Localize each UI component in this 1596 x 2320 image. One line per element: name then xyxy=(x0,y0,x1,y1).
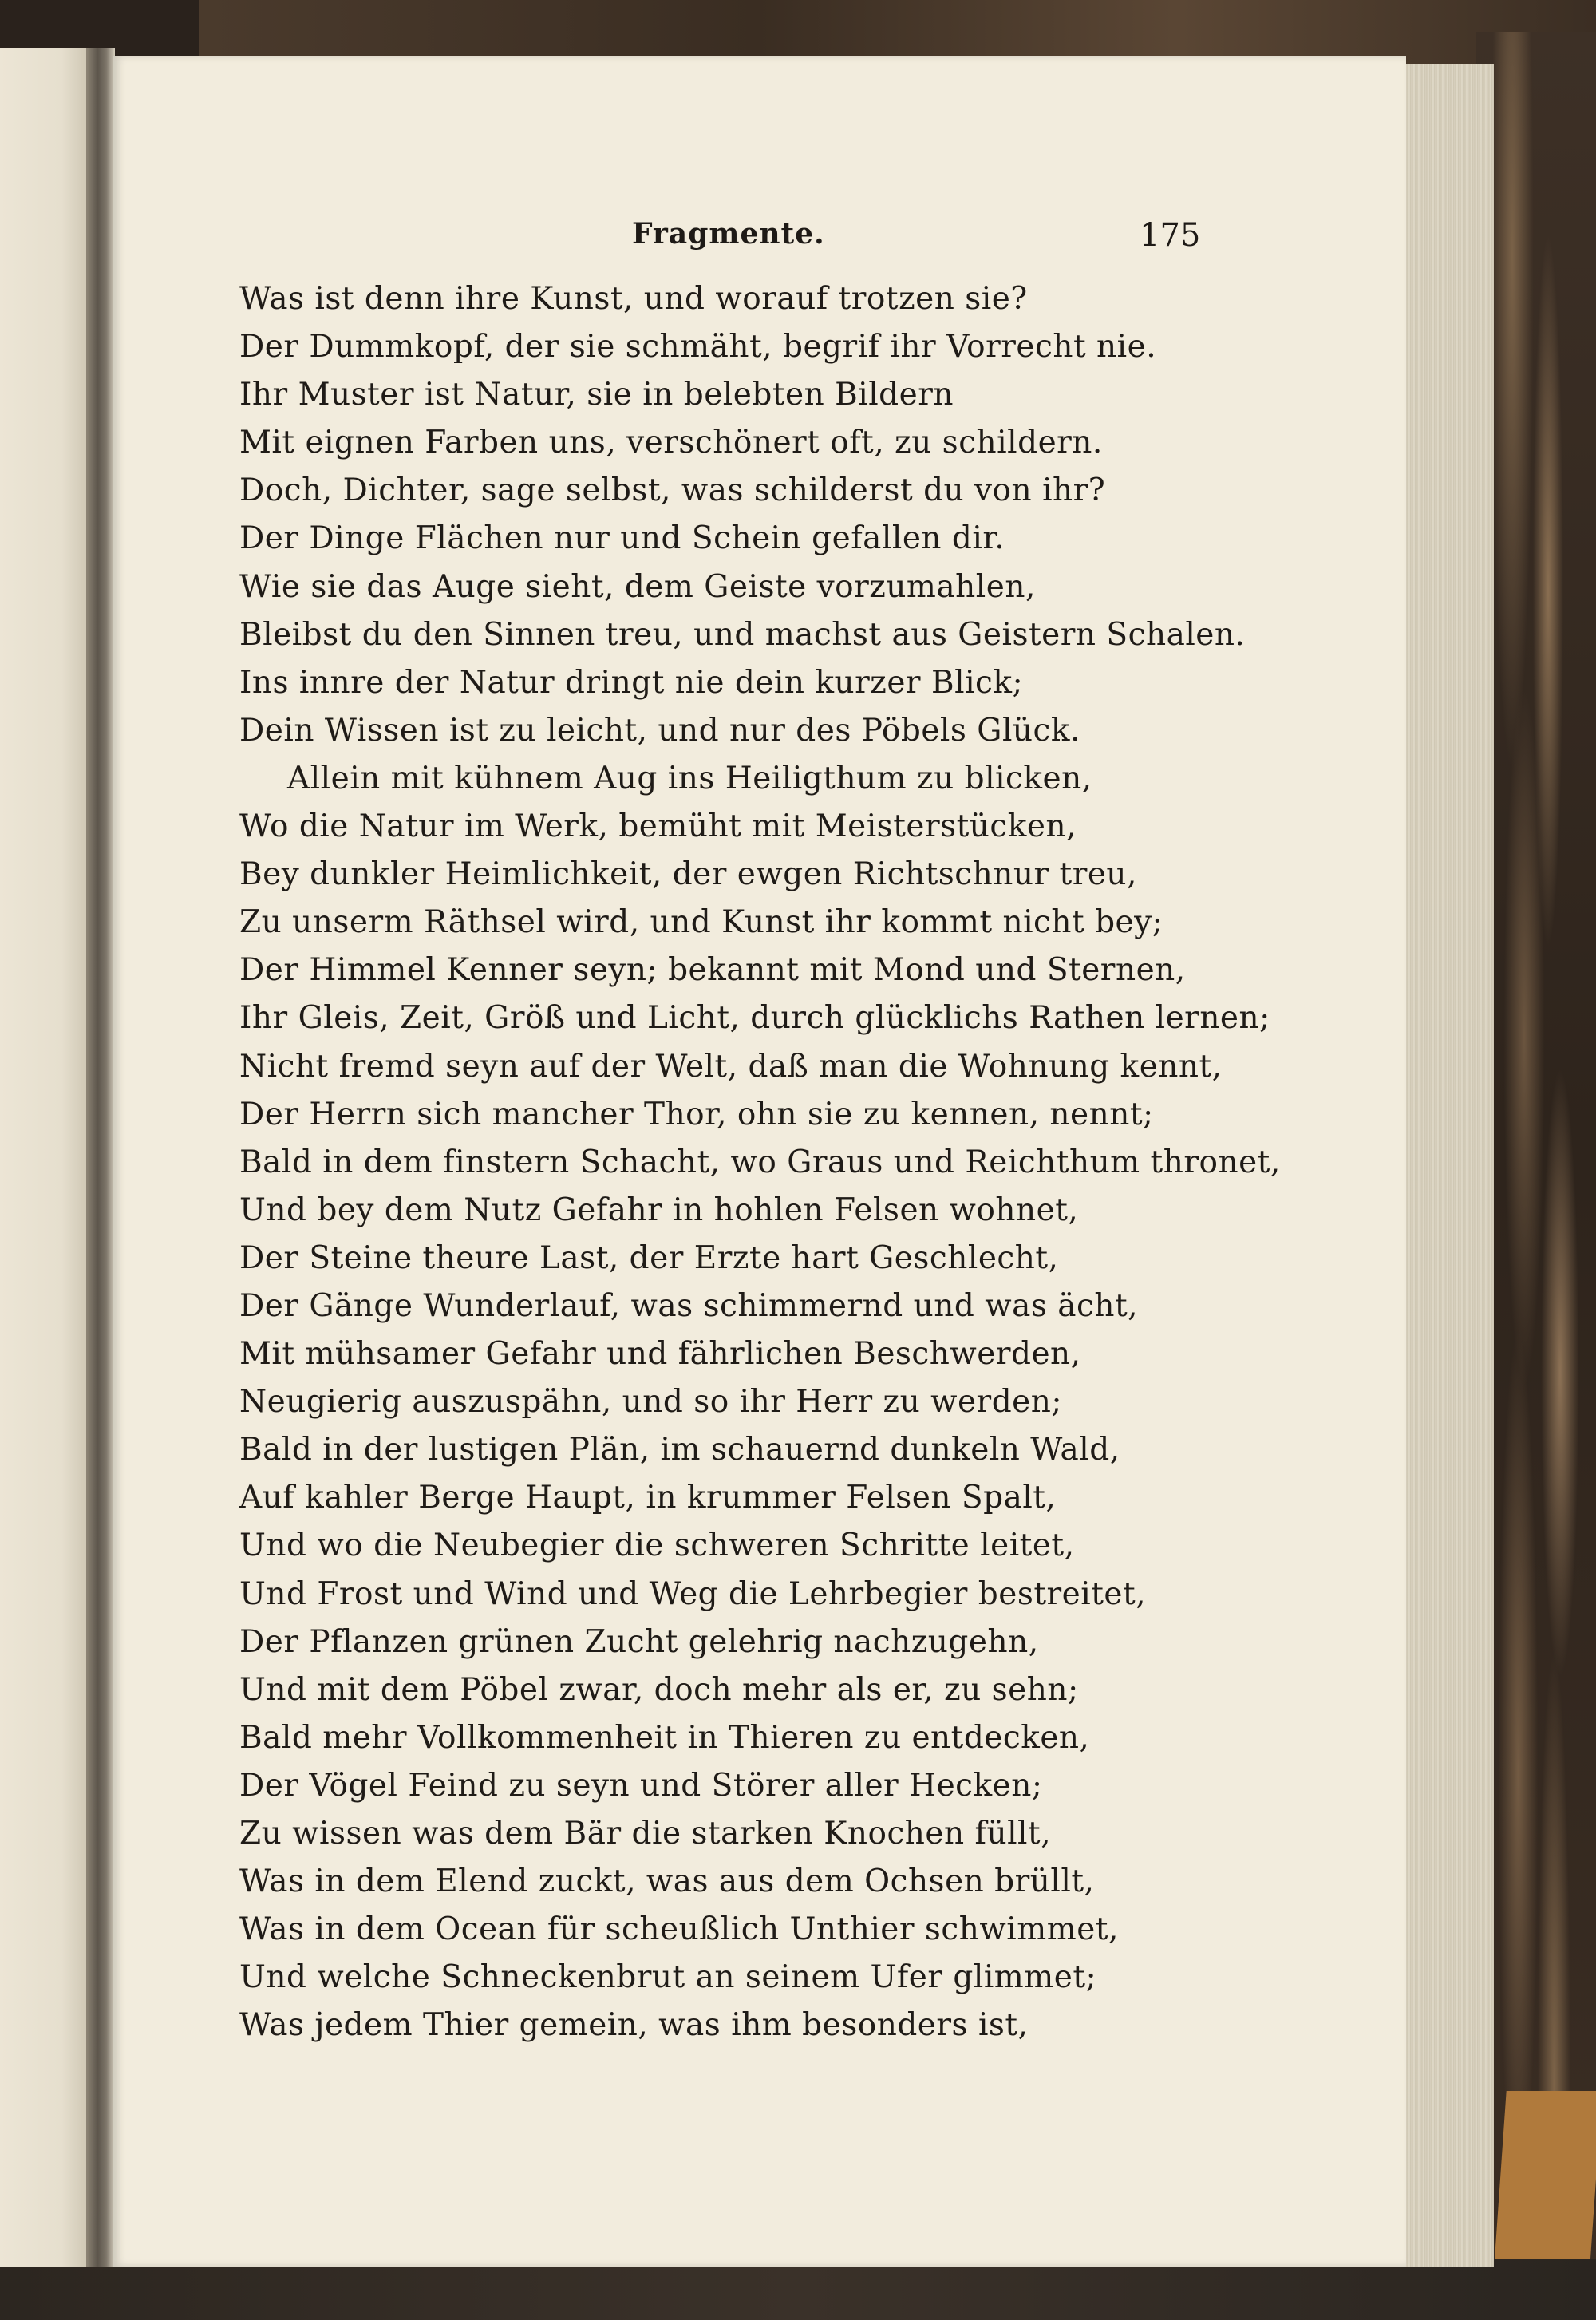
text-line: Was jedem Thier gemein, was ihm besonders ist, xyxy=(239,2007,1029,2044)
text-line: Was ist denn ihre Kunst, und worauf trotzen sie? xyxy=(239,281,1028,317)
text-line: Der Dummkopf, der sie schmäht, begrif ihr Vorrecht nie. xyxy=(239,329,1157,366)
text-line: Was in dem Elend zuckt, was aus dem Ochsen brüllt, xyxy=(239,1864,1095,1900)
page-number: 175 xyxy=(1140,217,1201,254)
leather-corner xyxy=(1494,2091,1596,2267)
text-line: Und mit dem Pöbel zwar, doch mehr als er, zu sehn; xyxy=(239,1671,1079,1708)
text-line: Und welche Schneckenbrut an seinem Ufer glimmet; xyxy=(239,1959,1097,1996)
page-fore-edge xyxy=(1404,64,1494,2267)
page-header xyxy=(0,217,1596,265)
text-line: Mit mühsamer Gefahr und fährlichen Beschwerden, xyxy=(239,1336,1081,1373)
text-line: Der Vögel Feind zu seyn und Störer aller Hecken; xyxy=(239,1767,1043,1804)
text-line: Ihr Muster ist Natur, sie in belebten Bildern xyxy=(239,377,954,413)
text-line: Was in dem Ocean für scheußlich Unthier schwimmet, xyxy=(239,1911,1119,1948)
text-line: Der Herrn sich mancher Thor, ohn sie zu kennen, nennt; xyxy=(239,1096,1154,1132)
text-line: Zu unserm Räthsel wird, und Kunst ihr kommt nicht bey; xyxy=(239,904,1163,941)
text-line: Bald in der lustigen Plän, im schauernd dunkeln Wald, xyxy=(239,1432,1120,1468)
text-line: Und Frost und Wind und Weg die Lehrbegier bestreitet, xyxy=(239,1575,1147,1612)
text-line: Bey dunkler Heimlichkeit, der ewgen Richtschnur treu, xyxy=(239,856,1137,893)
text-line: Der Steine theure Last, der Erzte hart Geschlecht, xyxy=(239,1239,1059,1276)
running-title: Fragmente. xyxy=(632,217,825,251)
book-cover-bottom xyxy=(0,2259,1596,2320)
text-line: Bleibst du den Sinnen treu, und machst aus Geistern Schalen. xyxy=(239,616,1246,653)
text-line: Zu wissen was dem Bär die starken Knochen füllt, xyxy=(239,1816,1052,1852)
text-line: Allein mit kühnem Aug ins Heiligthum zu blicken, xyxy=(287,760,1092,796)
marbled-cover xyxy=(1476,32,1596,2267)
text-line: Der Pflanzen grünen Zucht gelehrig nachzugehn, xyxy=(239,1623,1039,1660)
text-line: Und wo die Neubegier die schweren Schritte leitet, xyxy=(239,1528,1075,1564)
text-line: Der Dinge Flächen nur und Schein gefallen dir. xyxy=(239,520,1005,557)
text-line: Bald in dem finstern Schacht, wo Graus und Reichthum thronet, xyxy=(239,1144,1281,1180)
text-line: Mit eignen Farben uns, verschönert oft, zu schildern. xyxy=(239,425,1103,461)
text-line: Und bey dem Nutz Gefahr in hohlen Felsen wohnet, xyxy=(239,1192,1079,1228)
text-line: Wo die Natur im Werk, bemüht mit Meisterstücken, xyxy=(239,808,1077,845)
text-line: Wie sie das Auge sieht, dem Geiste vorzumahlen, xyxy=(239,568,1036,605)
text-line: Der Himmel Kenner seyn; bekannt mit Mond und Sternen, xyxy=(239,952,1186,989)
book-gutter xyxy=(86,48,115,2267)
book-cover-top xyxy=(200,0,1596,64)
text-line: Ihr Gleis, Zeit, Größ und Licht, durch glücklichs Rathen lernen; xyxy=(239,1000,1270,1037)
text-line: Neugierig auszuspähn, und so ihr Herr zu werden; xyxy=(239,1384,1062,1421)
text-line: Auf kahler Berge Haupt, in krummer Felsen Spalt, xyxy=(239,1480,1057,1516)
text-line: Doch, Dichter, sage selbst, was schilderst du von ihr? xyxy=(239,472,1106,509)
text-line: Der Gänge Wunderlauf, was schimmernd und was ächt, xyxy=(239,1287,1139,1324)
text-line: Nicht fremd seyn auf der Welt, daß man die Wohnung kennt, xyxy=(239,1048,1223,1085)
text-line: Bald mehr Vollkommenheit in Thieren zu entdecken, xyxy=(239,1719,1090,1756)
previous-page xyxy=(0,48,88,2267)
text-line: Ins innre der Natur dringt nie dein kurzer Blick; xyxy=(239,664,1024,701)
poem-text xyxy=(239,275,1404,2049)
text-line: Dein Wissen ist zu leicht, und nur des Pöbels Glück. xyxy=(239,712,1080,749)
